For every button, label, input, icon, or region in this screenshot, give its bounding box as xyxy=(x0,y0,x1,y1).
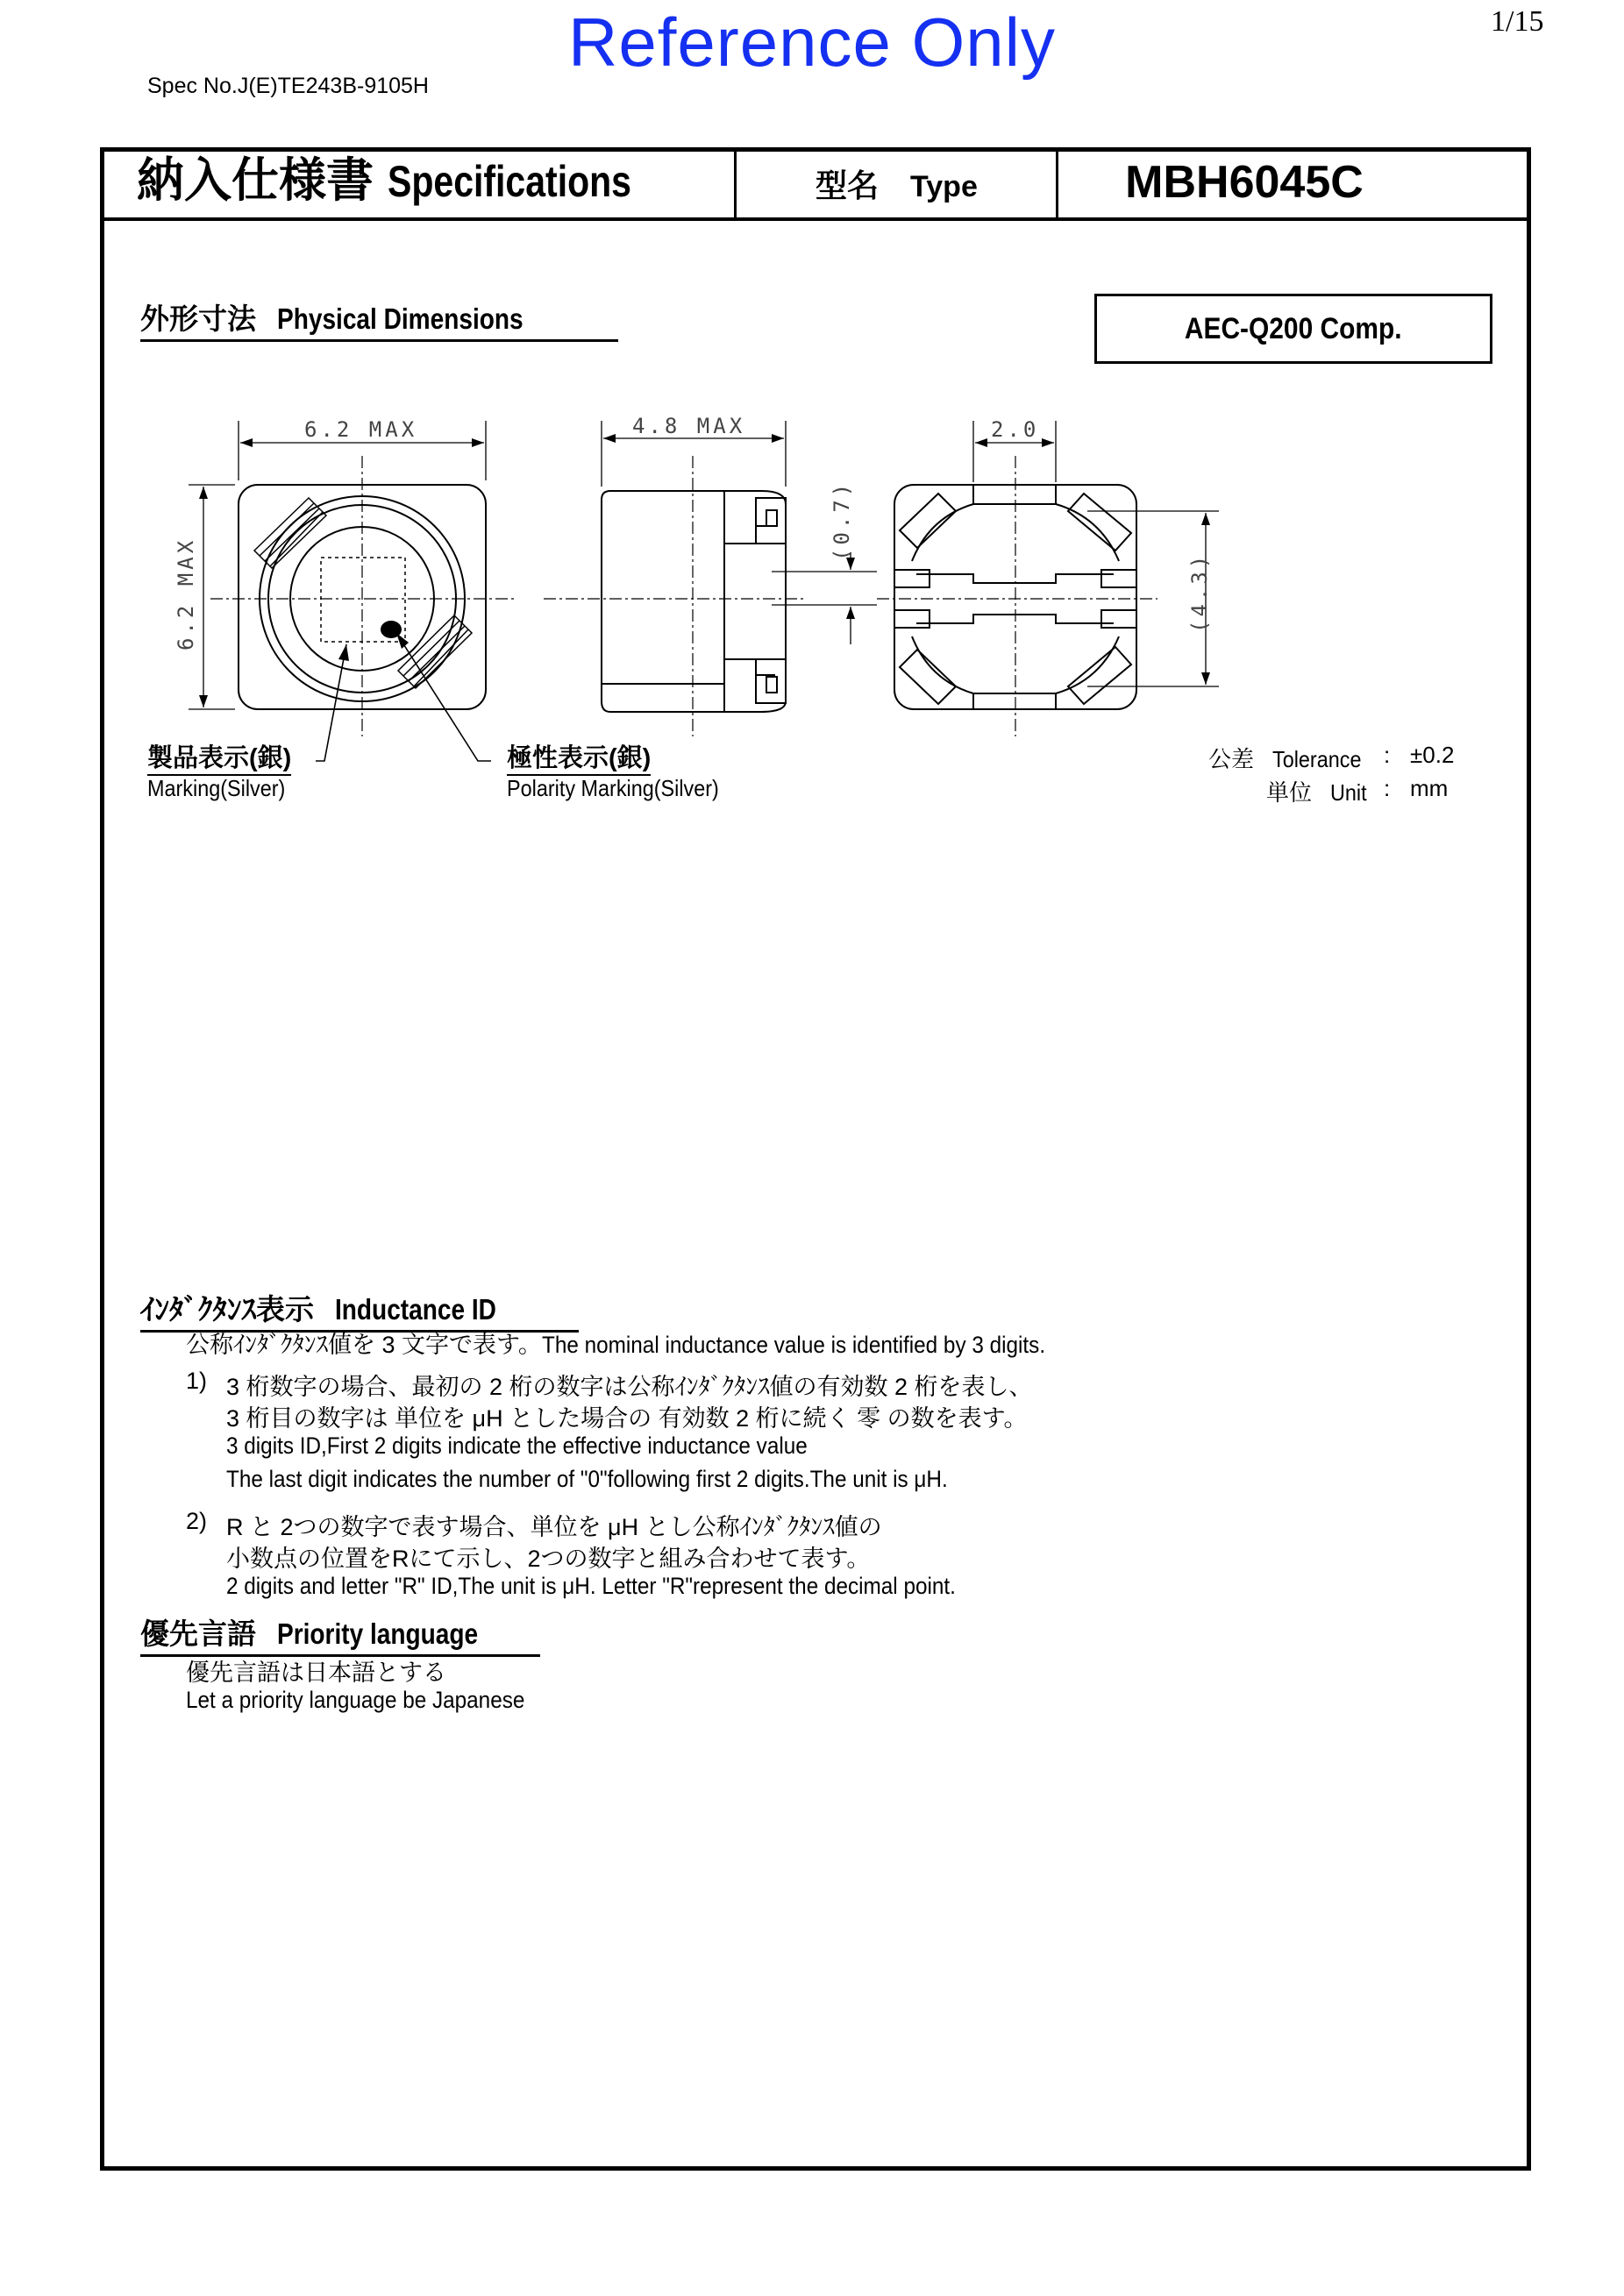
physical-heading-en: Physical Dimensions xyxy=(277,302,524,335)
polarity-label-en-text: Polarity Marking(Silver) xyxy=(507,775,719,801)
item1-en-line1-text: 3 digits ID,First 2 digits indicate the effective inductance value xyxy=(226,1432,808,1459)
unit-colon: : xyxy=(1384,775,1391,801)
item1-en-line1 xyxy=(226,1432,872,1460)
item2-number: 2) xyxy=(186,1508,208,1534)
reference-only-banner: Reference Only xyxy=(568,4,1056,81)
inductance-intro-jp: 公称ｲﾝﾀﾞｸﾀﾝｽ値を 3 文字で表す。 xyxy=(186,1332,542,1358)
inductance-heading-jp: ｲﾝﾀﾞｸﾀﾝｽ表示 xyxy=(140,1293,314,1326)
marking-label-jp-wrap xyxy=(147,738,291,776)
unit-label-en: Unit xyxy=(1330,779,1367,806)
priority-line-en xyxy=(186,1687,562,1714)
polarity-label-en xyxy=(507,775,743,802)
tolerance-value: ±0.2 xyxy=(1410,742,1455,768)
marking-label-en-text: Marking(Silver) xyxy=(147,775,286,801)
page-number: 1/15 xyxy=(1491,5,1544,38)
bottom-view-dimension-lines xyxy=(973,421,1219,686)
priority-language-heading xyxy=(140,1611,540,1657)
priority-heading-en: Priority language xyxy=(277,1617,479,1650)
marking-label-en xyxy=(147,775,301,802)
type-label-jp: 型名 xyxy=(816,167,880,203)
item2-en-line1 xyxy=(226,1573,1036,1600)
item1-en-line2 xyxy=(226,1466,1028,1493)
inductance-heading-en: Inductance ID xyxy=(335,1293,496,1326)
marking-label-jp: 製品表示(銀) xyxy=(147,744,292,772)
dim-bottom-height: (4.3) xyxy=(1187,551,1212,633)
priority-line-en-text: Let a priority language be Japanese xyxy=(186,1687,525,1713)
tolerance-label-jp: 公差 xyxy=(1208,746,1255,772)
dim-bottom-width: 2.0 xyxy=(991,417,1040,442)
item2-jp-line2: 小数点の位置をRにて示し、2つの数字と組み合わせて表す。 xyxy=(226,1546,871,1572)
unit-label-jp: 単位 xyxy=(1266,779,1313,806)
item1-jp-line2: 3 桁目の数字は 単位を μH とした場合の 有効数 2 桁に続く 零 の数を表す。 xyxy=(226,1405,1028,1432)
unit-value: mm xyxy=(1410,775,1449,801)
tolerance-line xyxy=(1208,742,1371,774)
leader-lines xyxy=(316,633,491,761)
priority-heading-jp: 優先言語 xyxy=(140,1617,256,1650)
dim-side-width: 4.8 MAX xyxy=(632,414,746,438)
item1-number: 1) xyxy=(186,1368,208,1394)
dim-gap: (0.7) xyxy=(830,480,854,561)
priority-line-jp: 優先言語は日本語とする xyxy=(186,1660,446,1686)
physical-heading-jp: 外形寸法 xyxy=(140,302,256,335)
aec-q200-label: AEC-Q200 Comp. xyxy=(1185,312,1402,345)
model-number: MBH6045C xyxy=(1125,157,1364,208)
spec-title-jp: 納入仕様書 xyxy=(137,154,374,207)
dim-top-height: 6.2 MAX xyxy=(174,537,198,650)
dimension-arrows xyxy=(199,434,1210,707)
spec-number: Spec No.J(E)TE243B-9105H xyxy=(147,74,429,98)
item1-jp-line1: 3 桁数字の場合、最初の 2 桁の数字は公称ｲﾝﾀﾞｸﾀﾝｽ値の有効数 2 桁を表し、 xyxy=(226,1374,1033,1400)
inductance-intro-en: The nominal inductance value is identified by 3 digits. xyxy=(541,1332,1045,1358)
side-view xyxy=(602,491,786,712)
inductance-intro xyxy=(186,1326,1101,1360)
type-label-en: Type xyxy=(910,170,978,203)
polarity-label-jp-wrap xyxy=(507,738,651,776)
unit-line xyxy=(1266,775,1371,807)
item2-jp-line1: R と 2つの数字で表す場合、単位を μH とし公称ｲﾝﾀﾞｸﾀﾝｽ値の xyxy=(226,1514,882,1540)
polarity-label-jp: 極性表示(銀) xyxy=(507,744,652,772)
dim-top-width: 6.2 MAX xyxy=(304,417,418,442)
top-view-center-lines xyxy=(210,456,516,736)
spec-title-en: Specifications xyxy=(388,157,631,206)
tolerance-label-en: Tolerance xyxy=(1272,746,1362,772)
item1-en-line2-text: The last digit indicates the number of "0"following first 2 digits.The unit is μH. xyxy=(226,1466,948,1492)
item2-en-line1-text: 2 digits and letter "R" ID,The unit is μH. Letter "R"represent the decimal point. xyxy=(226,1573,956,1599)
tolerance-colon: : xyxy=(1384,742,1391,768)
